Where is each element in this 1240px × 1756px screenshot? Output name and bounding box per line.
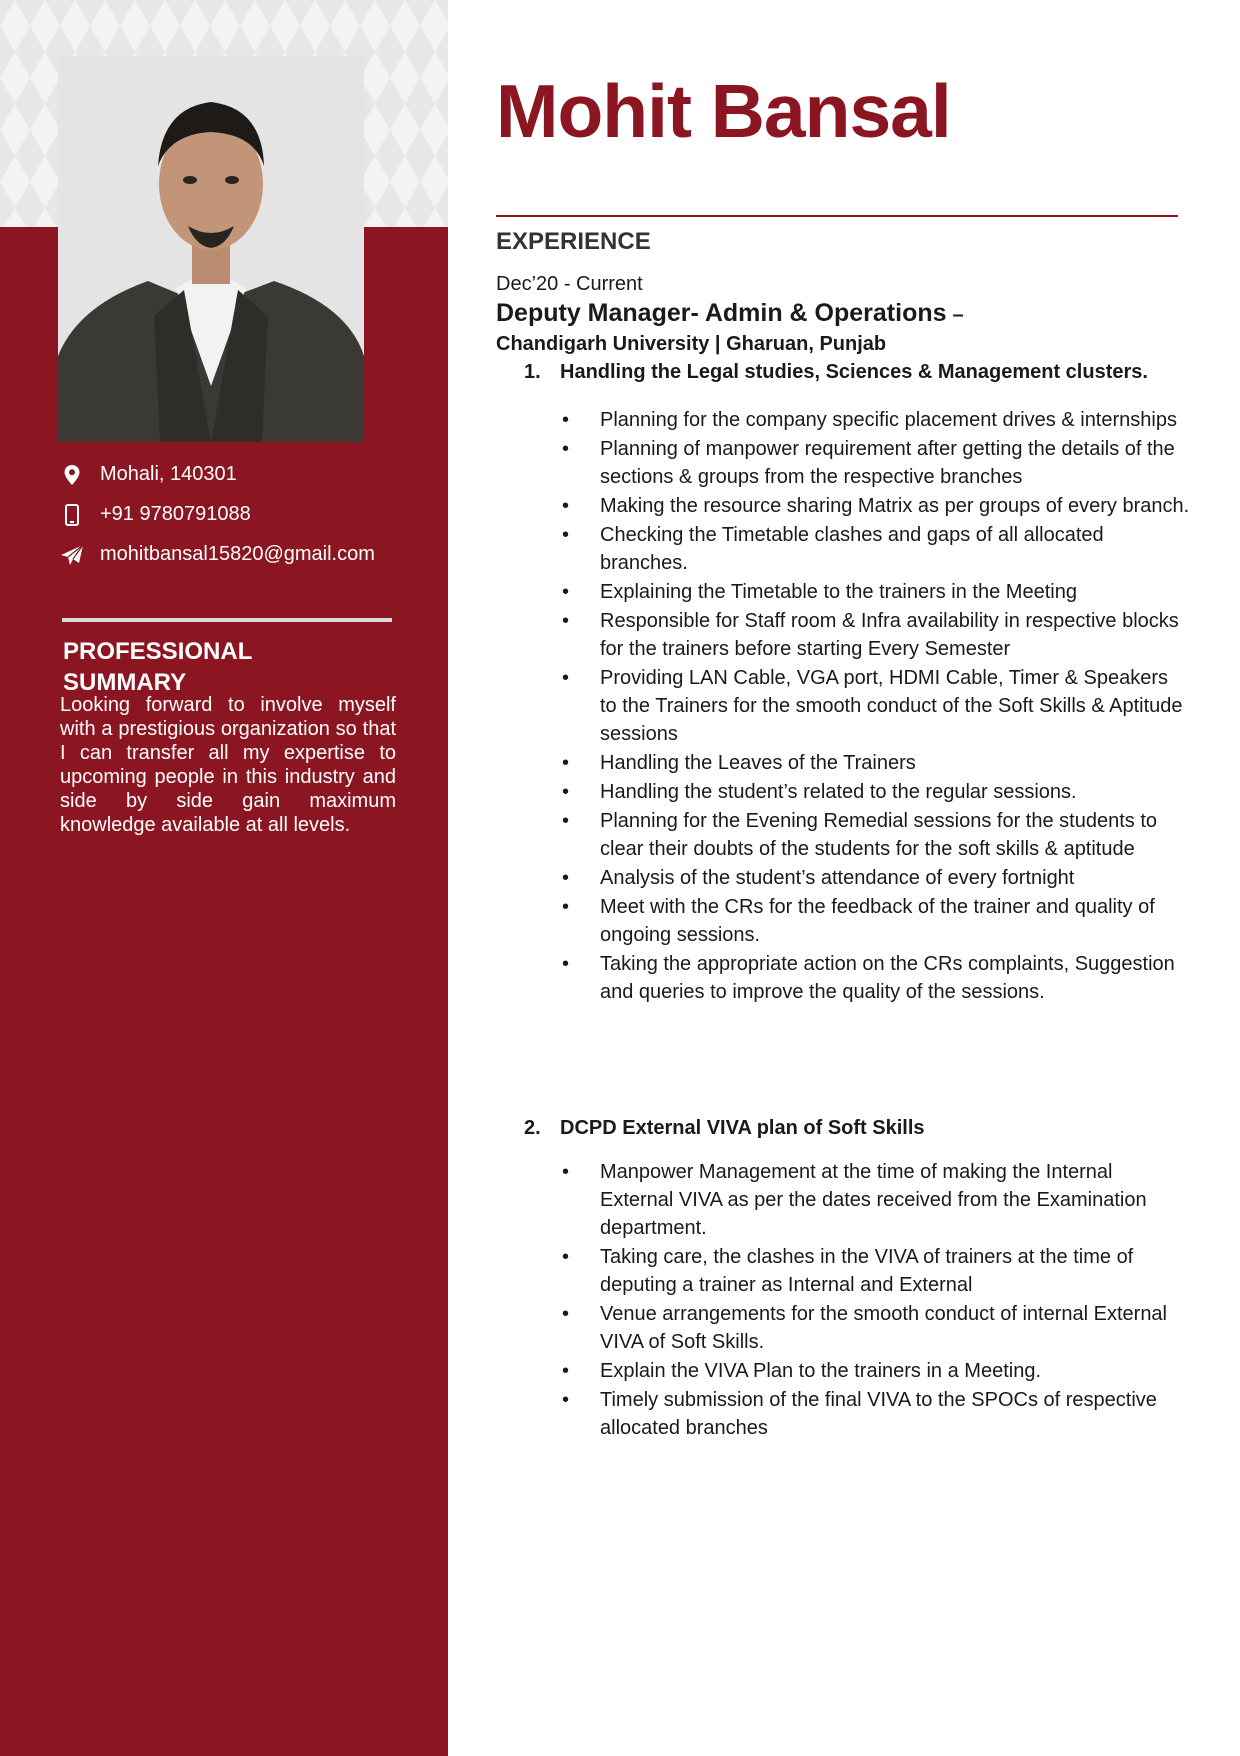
list-item: • Handling the Leaves of the Trainers (600, 749, 1190, 777)
list-item: • Making the resource sharing Matrix as per groups of every branch. (600, 492, 1190, 520)
profile-photo (58, 56, 364, 442)
list-item: • Planning for the company specific placement drives & internships (600, 406, 1190, 434)
cluster-title: Handling the Legal studies, Sciences & Management clusters. (560, 361, 1148, 383)
list-item: • Analysis of the student’s attendance of every fortnight (600, 864, 1190, 892)
sidebar-divider (62, 618, 392, 622)
list-item: • Planning for the Evening Remedial sessions for the students to clear their doubts of the students for the soft skills & aptitude (600, 807, 1190, 863)
job-role (496, 299, 964, 328)
cluster-heading (524, 1117, 925, 1140)
cluster-bullet-list (600, 1158, 1190, 1443)
cluster-number: 1. (524, 361, 541, 383)
cluster-heading (524, 361, 1148, 384)
summary-heading-line1: PROFESSIONAL (63, 638, 253, 665)
location-text: Mohali, 140301 (100, 463, 237, 485)
paper-plane-icon (58, 544, 86, 566)
list-item: • Manpower Management at the time of making the Internal External VIVA as per the dates received from the Examination department. (600, 1158, 1190, 1242)
job-role-title: Deputy Manager- Admin & Operations (496, 299, 947, 327)
list-item: • Taking care, the clashes in the VIVA of trainers at the time of deputing a trainer as Internal and External (600, 1243, 1190, 1299)
candidate-name: Mohit Bansal (496, 69, 951, 153)
list-item: • Taking the appropriate action on the CRs complaints, Suggestion and queries to improve the quality of the sessions. (600, 950, 1190, 1006)
list-item: • Handling the student’s related to the regular sessions. (600, 778, 1190, 806)
list-item: • Planning of manpower requirement after getting the details of the sections & groups from the respective branches (600, 435, 1190, 491)
person-portrait-icon (58, 56, 364, 442)
list-item: • Responsible for Staff room & Infra availability in respective blocks for the trainers before starting Every Semester (600, 607, 1190, 663)
email-text: mohitbansal15820@gmail.com (100, 543, 375, 565)
phone-text: +91 9780791088 (100, 503, 251, 525)
mobile-phone-icon (58, 504, 86, 526)
experience-heading: EXPERIENCE (496, 228, 651, 255)
list-item: • Venue arrangements for the smooth conduct of internal External VIVA of Soft Skills. (600, 1300, 1190, 1356)
list-item: • Providing LAN Cable, VGA port, HDMI Cable, Timer & Speakers to the Trainers for the smooth conduct of the Soft Skills & Aptitude sessions (600, 664, 1190, 748)
list-item: • Timely submission of the final VIVA to the SPOCs of respective allocated branches (600, 1386, 1190, 1442)
contact-location (58, 463, 237, 486)
job-dates: Dec’20 - Current (496, 273, 643, 295)
header-rule (496, 215, 1178, 217)
list-item: • Checking the Timetable clashes and gaps of all allocated branches. (600, 521, 1190, 577)
list-item: • Explain the VIVA Plan to the trainers in a Meeting. (600, 1357, 1190, 1385)
summary-text: Looking forward to involve myself with a prestigious organization so that I can transfer all my expertise to upcoming people in this industry and side by side gain maximum knowledge available at all levels. (60, 694, 396, 836)
job-role-dash: – (952, 304, 964, 326)
list-item: • Meet with the CRs for the feedback of the trainer and quality of ongoing sessions. (600, 893, 1190, 949)
cluster-bullet-list (600, 406, 1190, 1007)
job-organization: Chandigarh University | Gharuan, Punjab (496, 333, 887, 355)
contact-phone (58, 503, 251, 526)
summary-heading (63, 636, 393, 698)
cluster-title: DCPD External VIVA plan of Soft Skills (560, 1117, 925, 1139)
summary-heading-line2: SUMMARY (63, 669, 187, 696)
list-item: • Explaining the Timetable to the trainers in the Meeting (600, 578, 1190, 606)
location-pin-icon (58, 464, 86, 486)
contact-email (58, 543, 375, 566)
cluster-number: 2. (524, 1117, 541, 1139)
